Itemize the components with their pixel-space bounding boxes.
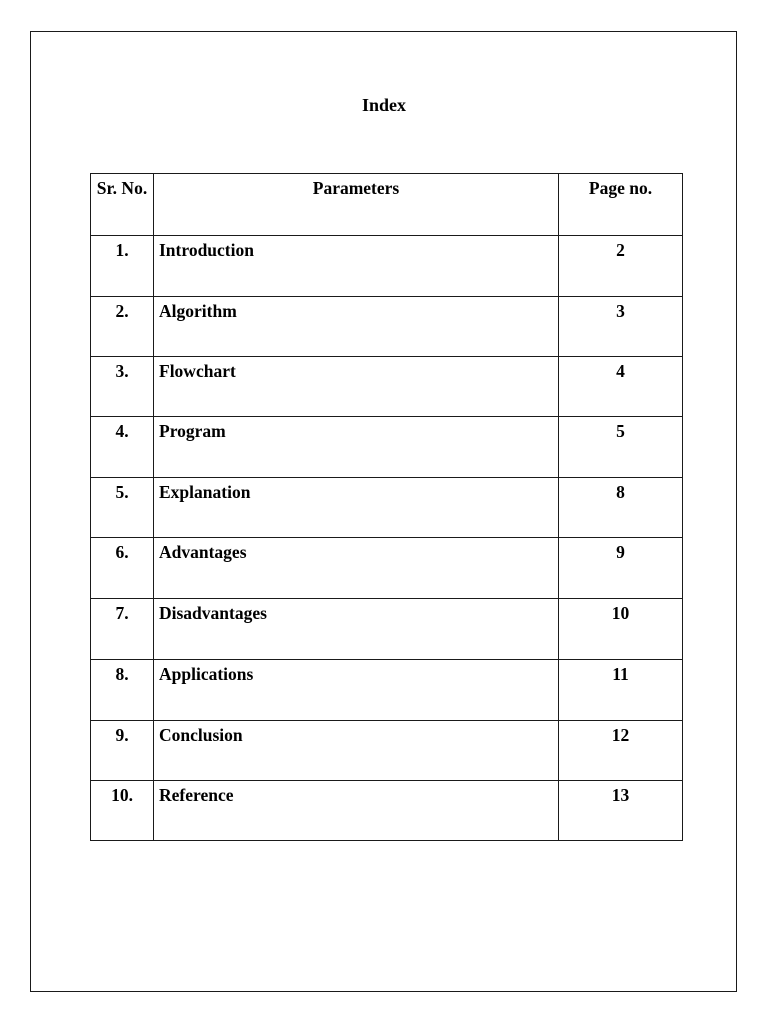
row-page-no: 4 [559, 357, 683, 417]
row-parameter: Program [154, 417, 559, 478]
row-sr-no: 10. [91, 781, 154, 841]
row-parameter: Reference [154, 781, 559, 841]
row-sr-no: 7. [91, 599, 154, 660]
row-sr-no: 9. [91, 721, 154, 781]
row-parameter: Advantages [154, 538, 559, 599]
table-row [91, 297, 683, 357]
header-page-no: Page no. [559, 174, 683, 236]
row-parameter: Disadvantages [154, 599, 559, 660]
row-parameter: Conclusion [154, 721, 559, 781]
row-page-no: 11 [559, 660, 683, 721]
row-sr-no: 4. [91, 417, 154, 478]
row-page-no: 5 [559, 417, 683, 478]
table-row [91, 721, 683, 781]
table-header-row [91, 174, 683, 236]
row-page-no: 2 [559, 236, 683, 297]
table-row [91, 538, 683, 599]
row-page-no: 13 [559, 781, 683, 841]
row-parameter: Flowchart [154, 357, 559, 417]
row-parameter: Explanation [154, 478, 559, 538]
header-parameters: Parameters [154, 174, 559, 236]
page-title: Index [361, 95, 406, 115]
row-parameter: Algorithm [154, 297, 559, 357]
table-row [91, 357, 683, 417]
header-sr-no: Sr. No. [91, 174, 154, 236]
row-parameter: Introduction [154, 236, 559, 297]
index-table [90, 173, 683, 841]
table-row [91, 417, 683, 478]
row-page-no: 12 [559, 721, 683, 781]
table-row [91, 660, 683, 721]
row-page-no: 8 [559, 478, 683, 538]
table-row [91, 599, 683, 660]
table-row [91, 781, 683, 841]
row-page-no: 3 [559, 297, 683, 357]
row-sr-no: 3. [91, 357, 154, 417]
row-page-no: 10 [559, 599, 683, 660]
row-page-no: 9 [559, 538, 683, 599]
table-row [91, 236, 683, 297]
row-sr-no: 5. [91, 478, 154, 538]
row-sr-no: 6. [91, 538, 154, 599]
table-row [91, 478, 683, 538]
row-sr-no: 2. [91, 297, 154, 357]
row-sr-no: 1. [91, 236, 154, 297]
row-parameter: Applications [154, 660, 559, 721]
row-sr-no: 8. [91, 660, 154, 721]
